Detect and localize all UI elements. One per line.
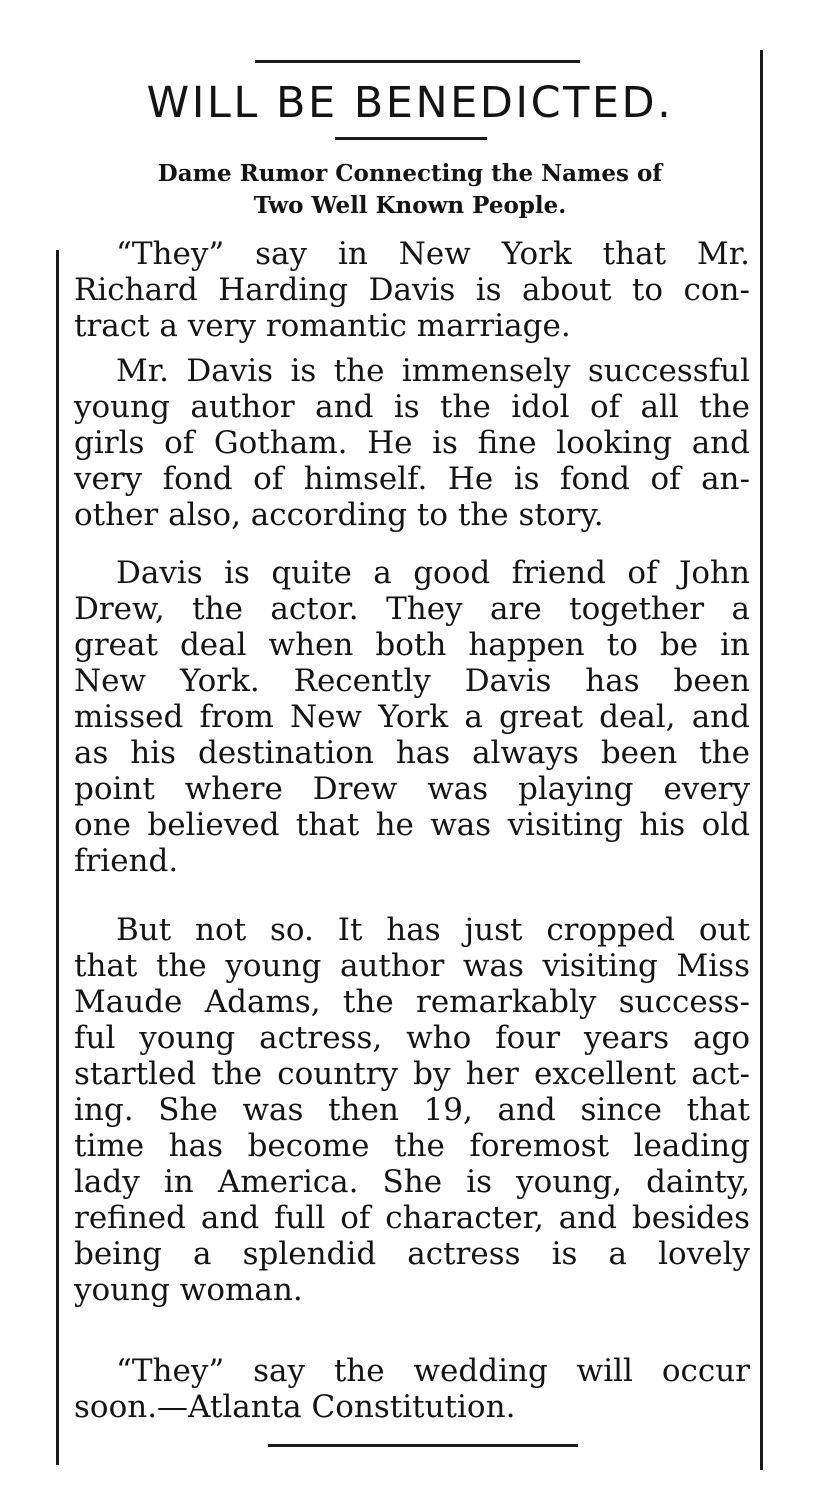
- text-line: tract a very romantic marriage.: [74, 308, 571, 344]
- text-line: ing. She was then 19, and since that: [74, 1092, 750, 1128]
- text-line: being a splendid actress is a lovely: [74, 1236, 750, 1272]
- rule-bottom: [268, 1444, 578, 1447]
- rule-under-headline: [335, 137, 487, 140]
- rule-top: [255, 60, 580, 63]
- paragraph-4: [74, 912, 750, 1308]
- text-line: “They” say in New York that Mr.: [116, 236, 750, 272]
- text-line: friend.: [74, 843, 179, 879]
- text-line: one believed that he was visiting his old: [74, 807, 750, 843]
- text-line: missed from New York a great deal, and: [74, 699, 750, 735]
- text-line: refined and full of character, and besides: [74, 1200, 750, 1236]
- column-rule-left: [56, 250, 59, 1465]
- text-line: young author and is the idol of all the: [74, 389, 750, 425]
- subheadline-line: Dame Rumor Connecting the Names of: [157, 160, 663, 187]
- text-line: young woman.: [74, 1272, 303, 1308]
- subheadline-line: Two Well Known People.: [253, 192, 567, 219]
- text-line: great deal when both happen to be in: [74, 627, 750, 663]
- text-line: Davis is quite a good friend of John: [116, 555, 750, 591]
- text-line: other also, according to the story.: [74, 497, 604, 533]
- text-line: ful young actress, who four years ago: [74, 1020, 750, 1056]
- paragraph-2: [74, 353, 750, 533]
- text-line: soon.—Atlanta Constitution.: [74, 1389, 516, 1425]
- column-rule-right: [760, 50, 763, 1470]
- paragraph-1: [74, 236, 750, 344]
- text-line: lady in America. She is young, dainty,: [74, 1164, 750, 1200]
- headline: WILL BE BENEDICTED.: [146, 78, 674, 128]
- text-line: time has become the foremost leading: [74, 1128, 750, 1164]
- text-line: “They” say the wedding will occur: [116, 1353, 750, 1389]
- text-line: Mr. Davis is the immensely successful: [116, 353, 750, 389]
- text-line: Maude Adams, the remarkably success-: [74, 984, 750, 1020]
- text-line: very fond of himself. He is fond of an-: [74, 461, 750, 497]
- paragraph-5: [74, 1353, 750, 1425]
- paragraph-3: [74, 555, 750, 879]
- text-line: But not so. It has just cropped out: [116, 912, 750, 948]
- text-line: Drew, the actor. They are together a: [74, 591, 750, 627]
- text-line: as his destination has always been the: [74, 735, 750, 771]
- text-line: startled the country by her excellent act-: [74, 1056, 750, 1092]
- text-line: that the young author was visiting Miss: [74, 948, 750, 984]
- text-line: Richard Harding Davis is about to con-: [74, 272, 750, 308]
- text-line: point where Drew was playing every: [74, 771, 750, 807]
- subheadline: [60, 158, 760, 222]
- text-line: girls of Gotham. He is fine looking and: [74, 425, 750, 461]
- text-line: New York. Recently Davis has been: [74, 663, 750, 699]
